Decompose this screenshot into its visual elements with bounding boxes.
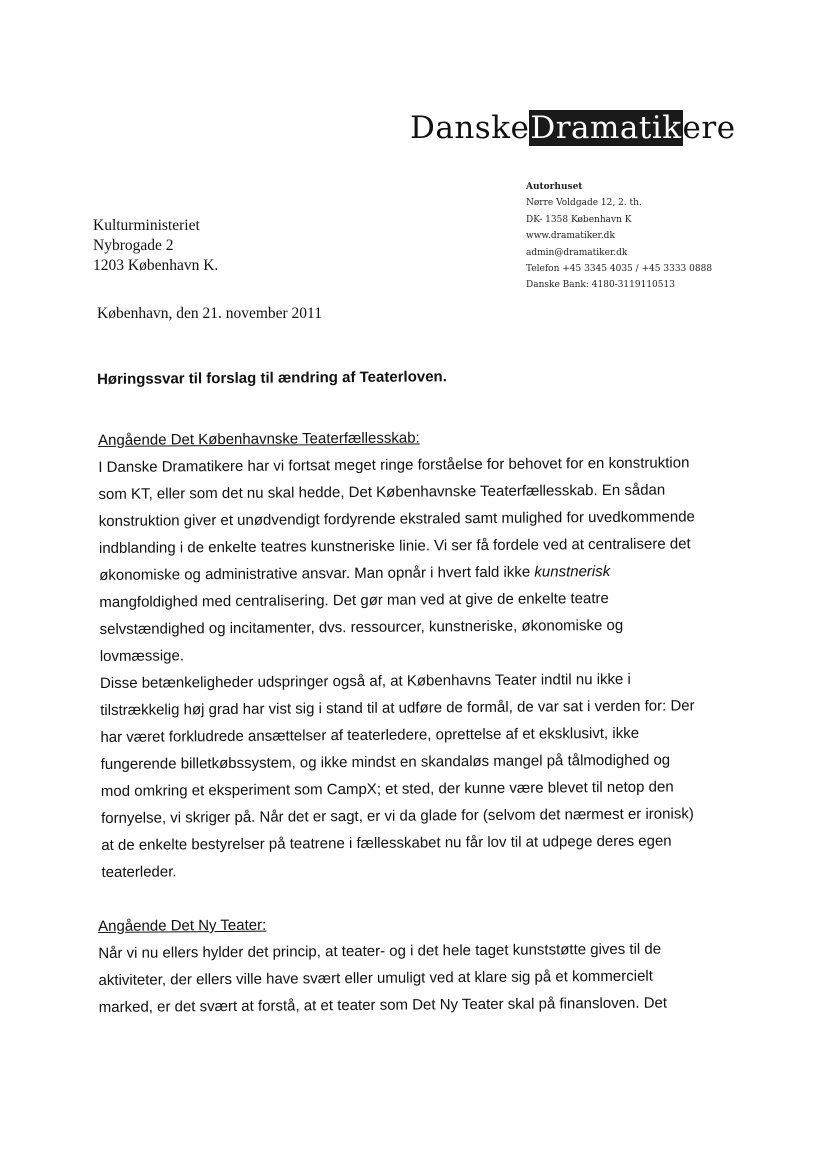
body-line: teaterleder.	[101, 863, 177, 881]
body-line: aktiviteter, der ellers ville have svært eller umuligt ved at klare sig på et kommercielt	[98, 967, 653, 989]
body-line: Disse betænkeligheder udspringer også af, at Københavns Teater indtil nu ikke i	[99, 670, 631, 692]
sender-email: admin@dramatiker.dk	[526, 247, 628, 258]
danske-dramatikere-logo	[410, 108, 736, 148]
section-teaterfaellesskab	[98, 423, 742, 886]
recipient-address-block	[93, 216, 218, 276]
sender-name: Autorhuset	[526, 182, 583, 192]
body-line: indblanding i de enkelte teatres kunstneriske linie. Vi ser få fordele ved at centralisere det	[98, 535, 691, 557]
body-line: mangfoldighed med centralisering. Det gør man ved at give de enkelte teatre	[99, 589, 609, 611]
body-line: tilstrækkelig høj grad har vist sig i stand til at udføre de formål, de var sat i verden for: Der	[100, 697, 695, 719]
body-line: at de enkelte bestyrelser på teatrene i fællesskabet nu får lov til at udpege deres egen	[101, 832, 672, 854]
section-body	[98, 449, 741, 886]
section-heading: Angående Det Ny Teater:	[98, 916, 267, 935]
body-line: marked, er det svært at forstå, at et teater som Det Ny Teater skal på finansloven. Det	[98, 994, 668, 1016]
section-body	[98, 935, 739, 1021]
sender-phone: Telefon +45 3345 4035 / +45 3333 0888	[526, 264, 713, 275]
section-heading: Angående Det Københavnske Teaterfællesskab:	[98, 429, 420, 449]
sender-postal: DK- 1358 København K	[526, 214, 632, 225]
body-line: Når vi nu ellers hylder det princip, at teater- og i det hele taget kunststøtte gives til de	[98, 940, 662, 962]
sender-website: www.dramatiker.dk	[526, 231, 615, 242]
recipient-street: Nybrogade 2	[93, 237, 174, 254]
body-line: konstruktion giver et unødvendigt fordyrende ekstraled samt mulighed for uvedkommende	[98, 508, 695, 530]
logo-text-danske: Danske	[410, 110, 530, 146]
logo-text-dramatik: Dramatik	[530, 110, 682, 146]
body-line: mod omkring et eksperiment som CampX; et sted, der kunne være blevet til netop den	[100, 778, 674, 800]
body-line: som KT, eller som det nu skal hedde, Det Københavnske Teaterfællesskab. En sådan	[98, 481, 666, 503]
body-line: fungerende billetkøbssystem, og ikke mindst en skandaløs mangel på tålmodighed og	[100, 751, 671, 773]
recipient-city: 1203 København K.	[93, 257, 219, 274]
body-line: har været forkludrede ansættelser af teaterledere, oprettelse af et eksklusivt, ikke	[100, 724, 640, 746]
italic-word: kunstnerisk	[534, 562, 611, 581]
sender-street: Nørre Voldgade 12, 2. th.	[526, 198, 642, 209]
letter-subject: Høringssvar til forslag til ændring af Teaterloven.	[97, 368, 447, 388]
sender-address-block	[526, 179, 712, 294]
body-line: I Danske Dramatikere har vi fortsat meget ringe forståelse for behovet for en konstruktion	[98, 454, 690, 476]
body-line-text: økonomiske og administrative ansvar. Man opnår i hvert fald ikke	[99, 563, 535, 584]
body-line: lovmæssige.	[99, 647, 185, 665]
section-det-ny-teater	[98, 909, 739, 1021]
sender-bank: Danske Bank: 4180-3119110513	[526, 280, 675, 291]
body-line: selvstændighed og incitamenter, dvs. ressourcer, kunstneriske, økonomiske og	[99, 616, 624, 638]
body-line: fornyelse, vi skriger på. Når det er sagt, er vi da glade for (selvom det nærmest er ironisk)	[101, 805, 694, 827]
logo-text-ere: ere	[682, 110, 736, 146]
letter-date: København, den 21. november 2011	[97, 305, 322, 322]
recipient-name: Kulturministeriet	[93, 217, 200, 234]
